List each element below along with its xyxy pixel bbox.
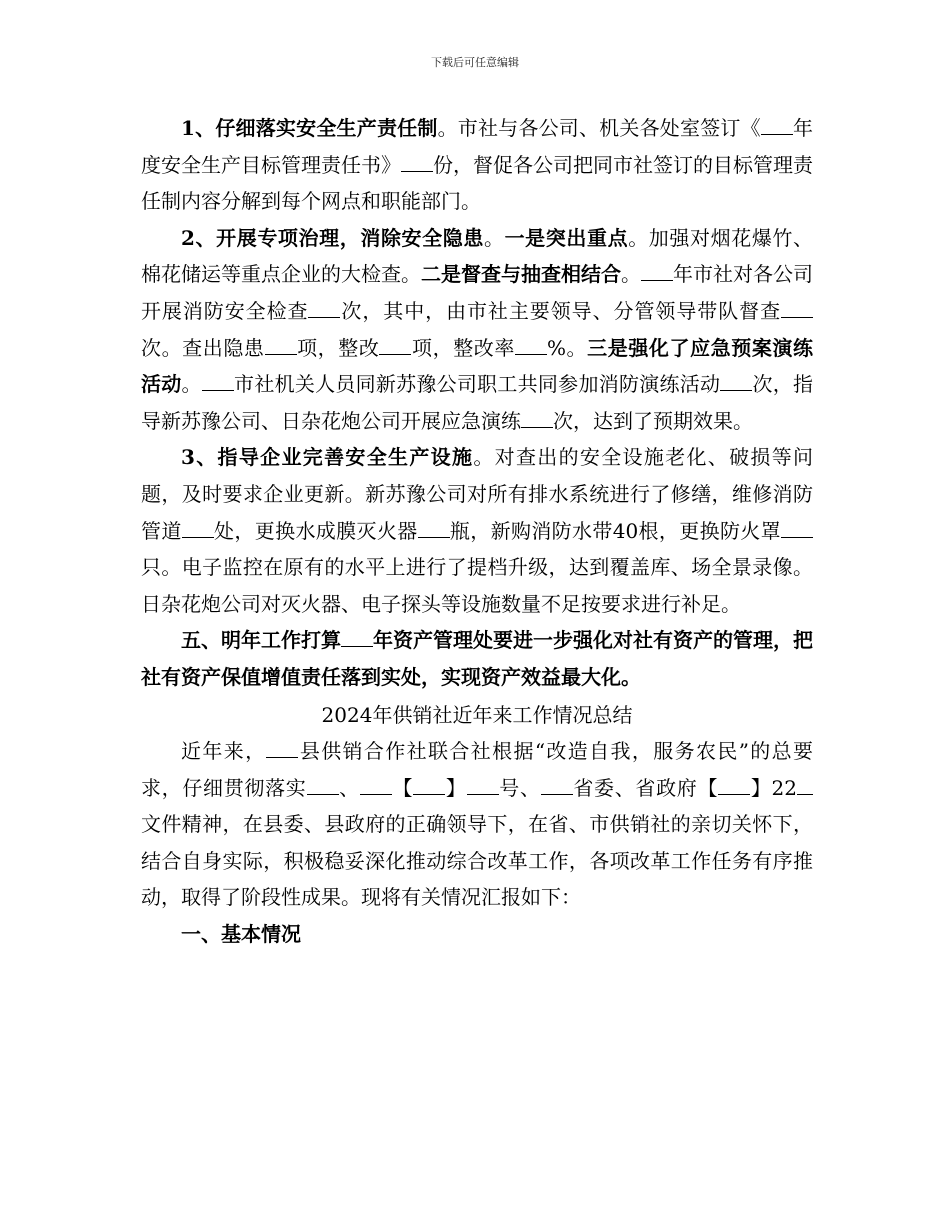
blank-line	[781, 316, 813, 318]
page-header: 下载后可任意编辑	[431, 56, 519, 69]
paragraph-text: 次，指导新苏豫公司、日杂花炮公司开展应急演练	[141, 372, 814, 433]
paragraph-text: 县供销合作社联合社根据“改造自我，服务农民”的总要求，仔细贯彻落实	[141, 739, 814, 800]
paragraph-text: 。加强对烟花爆竹、棉花储运等重点企业的大检查。	[141, 225, 814, 287]
blank-line	[266, 756, 298, 758]
blank-line	[781, 536, 813, 538]
paragraph-text: 。	[181, 372, 202, 397]
paragraph-heading: 3、指导企业完善安全生产设施	[181, 445, 474, 470]
blank-line	[202, 389, 234, 391]
blank-line	[341, 645, 373, 647]
paragraph-introduction	[141, 733, 813, 916]
paragraph-text: 。	[621, 262, 641, 287]
emphasis-text: 三是强化了应急预案演练活动	[141, 335, 814, 397]
paragraph-text: 】22	[750, 775, 798, 800]
paragraph-safety-facilities	[141, 439, 813, 622]
paragraph-text: 次。查出隐患	[141, 335, 265, 360]
blank-line	[413, 793, 445, 795]
blank-line	[418, 536, 450, 538]
blank-line	[797, 793, 813, 795]
blank-line	[265, 353, 297, 355]
section-heading-basic-situation: 一、基本情况	[181, 922, 301, 947]
blank-line	[308, 316, 340, 318]
paragraph-text: 年度安全生产目标管理责任书》	[141, 116, 814, 177]
paragraph-text: 近年来，	[181, 739, 267, 764]
paragraph-text: 。市社与各公司、机关各处室签订《	[437, 116, 761, 140]
paragraph-heading: 1、仔细落实安全生产责任制	[181, 116, 438, 140]
blank-line	[467, 793, 499, 795]
paragraph-text: 项，整改率	[411, 335, 515, 360]
blank-line	[720, 389, 752, 391]
paragraph-text: 文件精神，在县委、县政府的正确领导下，在省、市供销社的亲切关怀下，结合自身实际，积极稳妥深化推动综合改革工作，各项改革工作任务有序推动，取得了阶段性成果。现将有关情况汇报如下：	[141, 812, 813, 910]
paragraph-text: 份，督促各公司把同市社签订的目标管理责任制内容分解到每个网点和职能部门。	[141, 152, 813, 214]
blank-line	[734, 793, 750, 795]
blank-line	[641, 279, 673, 281]
paragraph-text: 次，达到了预期效果。	[553, 408, 753, 433]
blank-line	[537, 426, 553, 428]
paragraph-heading: 2、开展专项治理，消除安全隐患	[181, 225, 484, 250]
blank-line	[541, 793, 573, 795]
blank-line	[521, 426, 537, 428]
blank-line	[379, 353, 411, 355]
document-body	[141, 110, 813, 953]
paragraph-text: 市社机关人员同新苏豫公司职工共同参加消防演练活动	[233, 372, 721, 397]
paragraph-text: 项，整改	[296, 335, 380, 360]
paragraph-text: 年资产管理处要进一步强化对社有资产的管理，把社有资产保值增值责任落到实处，实现资产效益最大化。	[141, 628, 813, 689]
blank-line	[360, 793, 392, 795]
blank-line	[307, 793, 339, 795]
paragraph-next-year-plan	[141, 622, 813, 695]
paragraph-text: 瓶，新购消防水带40根，更换防火罩	[449, 518, 782, 543]
paragraph-text: 省委、省政府【	[572, 775, 719, 800]
blank-line	[761, 133, 793, 135]
emphasis-text: 一是突出重点	[504, 225, 629, 250]
paragraph-safety-responsibility	[141, 110, 813, 220]
paragraph-special-governance	[141, 220, 813, 440]
section-heading: 五、明年工作打算	[181, 628, 341, 653]
paragraph-text: 。	[483, 225, 505, 250]
paragraph-text: 年市社对各公司开展消防安全检查	[141, 262, 813, 323]
paragraph-text: 只。电子监控在原有的水平上进行了提档升级，达到覆盖库、场全景录像。日杂花炮公司对灭火器、电子探头等设施数量不足按要求进行补足。	[141, 555, 813, 616]
paragraph-text: 】	[445, 775, 467, 800]
emphasis-text: 二是督查与抽查相结合	[421, 262, 621, 287]
paragraph-text: %。	[546, 335, 588, 360]
paragraph-text: 号、	[498, 775, 541, 800]
document-title: 2024年供销社近年来工作情况总结	[321, 702, 633, 727]
paragraph-text: 【	[391, 775, 414, 800]
paragraph-text: 。对查出的安全设施老化、破损等问题，及时要求企业更新。新苏豫公司对所有排水系统进行了修缮，维修消防管道	[141, 445, 814, 543]
paragraph-text: 、	[338, 775, 360, 800]
blank-line	[182, 536, 214, 538]
blank-line	[718, 793, 734, 795]
paragraph-text: 处，更换水成膜灭火器	[213, 518, 418, 543]
blank-line	[515, 353, 547, 355]
paragraph-text: 次，其中，由市社主要领导、分管领导带队督查	[340, 298, 782, 323]
blank-line	[401, 170, 433, 172]
